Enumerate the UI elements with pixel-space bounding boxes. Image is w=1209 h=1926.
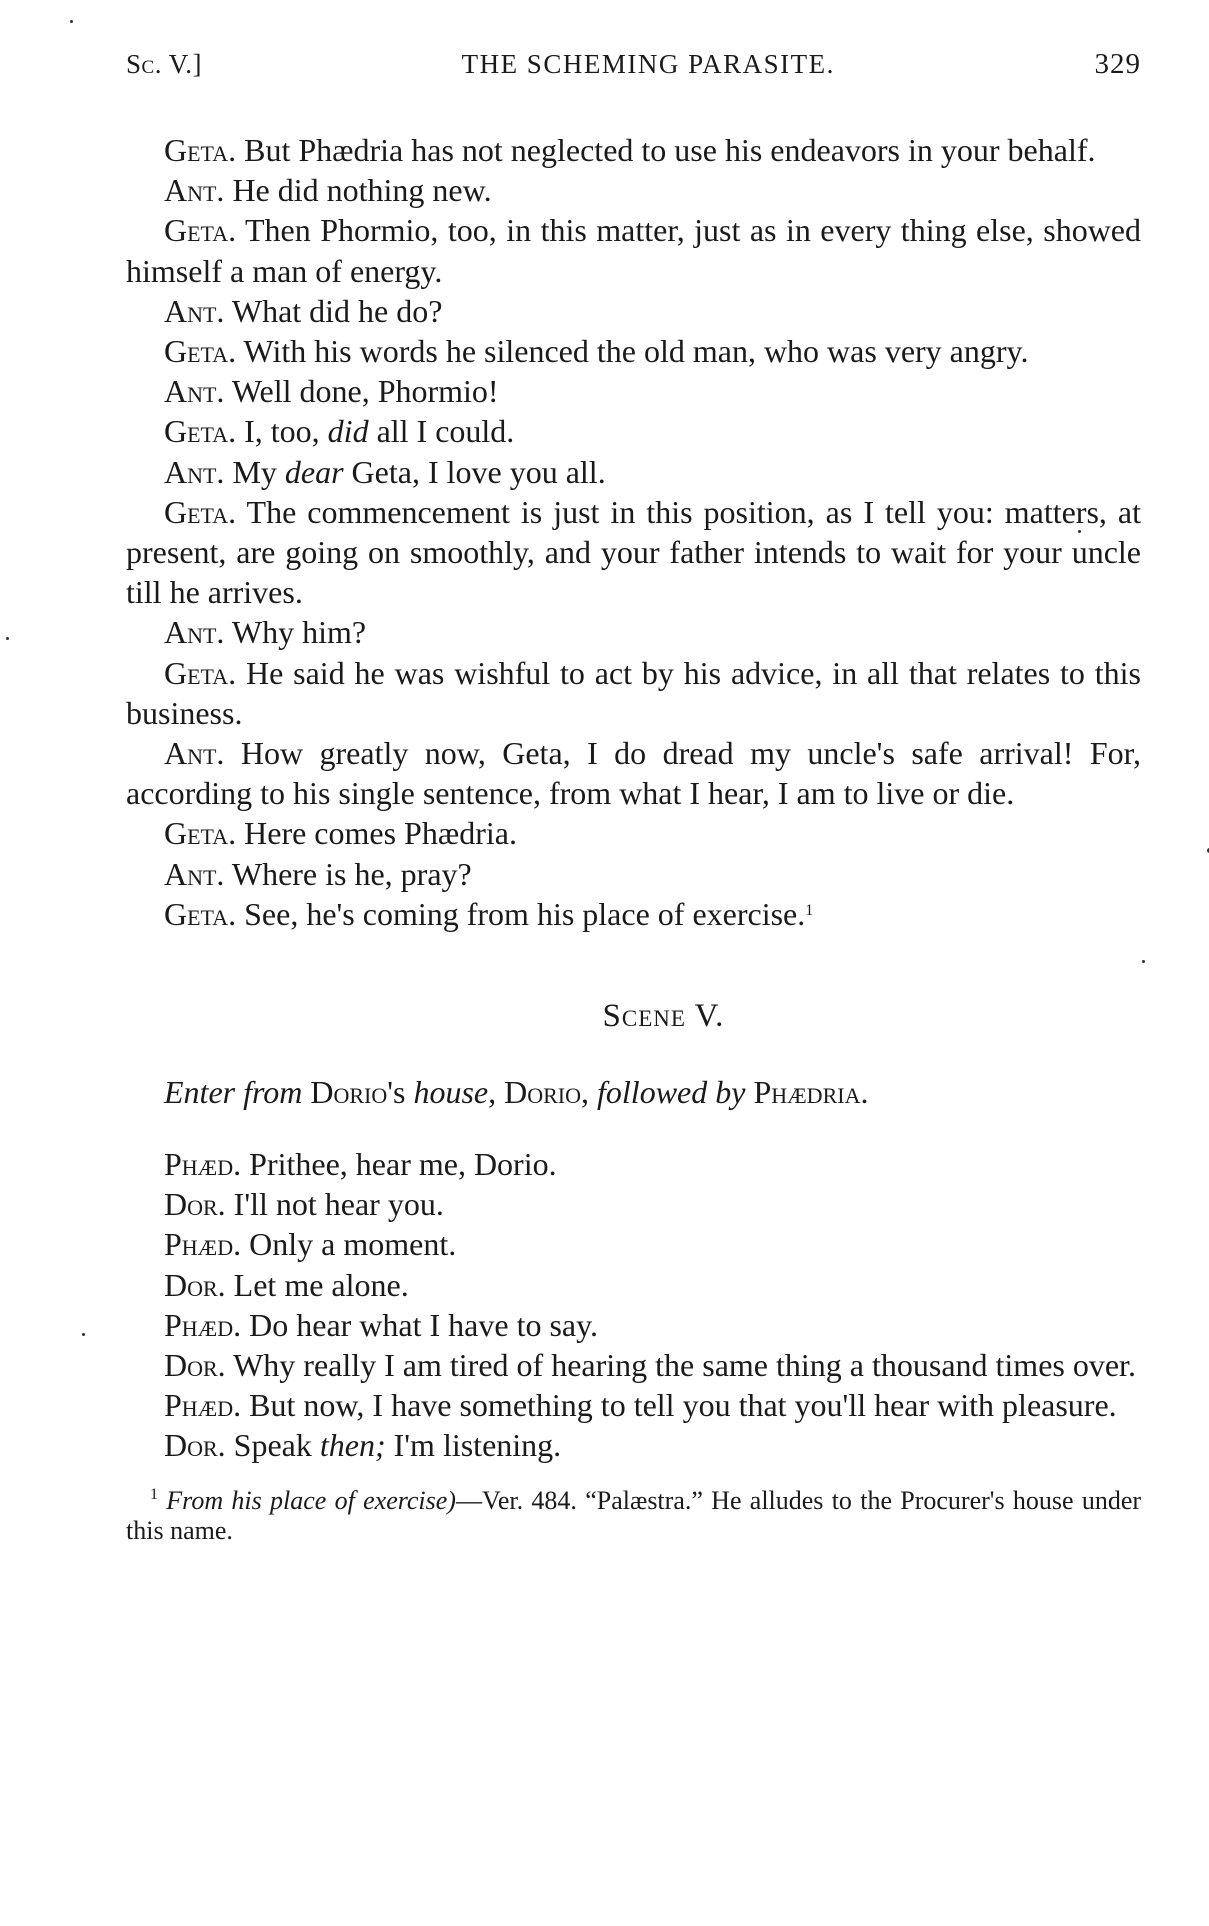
speaker-label: Geta. — [164, 654, 237, 691]
dialogue-block — [126, 130, 1141, 934]
speaker-label: Geta. — [164, 493, 237, 530]
dialogue-line — [126, 411, 1141, 451]
speech-text: Well done, Phormio! — [231, 373, 499, 410]
book-page — [126, 48, 1141, 1546]
speech-text: Speak — [233, 1427, 320, 1464]
speaker-label: Phæd. — [164, 1387, 242, 1424]
scene-heading: Scene V. — [602, 998, 725, 1035]
speaker-label: Phæd. — [164, 1306, 242, 1343]
speech-text: I'll not hear you. — [233, 1186, 444, 1223]
dialogue-line — [126, 733, 1141, 813]
dialogue-line — [126, 452, 1141, 492]
emphasis-text: dear — [284, 453, 344, 490]
page-number: 329 — [1094, 48, 1141, 80]
speech-text: But Phædria has not neglected to use his endeavors in your behalf. — [244, 132, 1096, 168]
speaker-label: Ant. — [164, 614, 225, 651]
speaker-label: Geta. — [164, 895, 237, 932]
dialogue-line — [126, 1345, 1141, 1385]
dialogue-line — [126, 492, 1141, 613]
footnote-body: —Ver. 484. “Palæstra.” He alludes to the Procurer's house under this name. — [126, 1485, 1142, 1545]
speaker-label: Geta. — [164, 333, 237, 370]
speech-text: The commencement is just in this position, as I tell you: matters, at present, are going on smoothly, and your father intends to wait for your uncle till he arrives. — [126, 493, 1142, 611]
speech-text: I'm listening. — [385, 1427, 562, 1464]
speech-text: How greatly now, Geta, I do dread my uncle's safe arrival! For, according to his single sentence, from what I hear, I am to live or die. — [126, 735, 1142, 812]
dialogue-line — [126, 894, 1141, 934]
speech-text: Where is he, pray? — [231, 855, 472, 892]
dialogue-line — [126, 854, 1141, 894]
scan-speck — [6, 637, 9, 640]
speaker-label: Ant. — [164, 735, 225, 772]
footnote-lemma: From his place of exercise) — [166, 1485, 456, 1515]
scan-speck — [1142, 960, 1145, 963]
dialogue-line — [126, 1265, 1141, 1305]
speaker-label: Dor. — [164, 1347, 226, 1384]
speech-text: Do hear what I have to say. — [249, 1306, 599, 1343]
running-title: THE SCHEMING PARASITE. — [461, 49, 835, 79]
speaker-label: Ant. — [164, 855, 225, 892]
dialogue-line — [126, 612, 1141, 652]
dialogue-line — [126, 170, 1141, 210]
running-header — [126, 48, 1141, 94]
scan-speck — [1078, 530, 1081, 533]
dialogue-line — [126, 653, 1141, 733]
dialogue-line — [126, 210, 1141, 290]
stage-direction-text: Enter from — [164, 1074, 303, 1111]
speech-text: all I could. — [368, 413, 515, 450]
speaker-label: Ant. — [164, 453, 225, 490]
speaker-label: Geta. — [164, 815, 237, 852]
emphasis-text: did — [327, 413, 369, 450]
speaker-label: Geta. — [164, 212, 237, 249]
character-name: Phædria. — [753, 1074, 869, 1111]
section-reference: Sc. V.] — [126, 49, 202, 79]
dialogue-line — [126, 813, 1141, 853]
dialogue-line — [126, 331, 1141, 371]
speaker-label: Dor. — [164, 1186, 226, 1223]
speaker-label: Geta. — [164, 413, 237, 450]
speaker-label: Phæd. — [164, 1226, 242, 1263]
footnote-reference[interactable]: 1 — [805, 901, 814, 919]
speech-text: Prithee, hear me, Dorio. — [249, 1146, 557, 1183]
speech-text: What did he do? — [231, 292, 443, 329]
footnote-text — [126, 1486, 1141, 1546]
scan-speck — [70, 20, 73, 23]
speech-text: Let me alone. — [233, 1266, 409, 1303]
speech-text: But now, I have something to tell you that you'll hear with pleasure. — [249, 1387, 1117, 1424]
dialogue-line — [126, 1425, 1141, 1465]
possessive-mark: 's — [387, 1074, 406, 1111]
speaker-label: Dor. — [164, 1266, 226, 1303]
speech-text: Why him? — [231, 614, 367, 651]
speech-text: He did nothing new. — [232, 172, 492, 209]
speech-text: With his words he silenced the old man, who was very angry. — [243, 333, 1029, 370]
dialogue-line — [126, 1385, 1141, 1425]
dialogue-line — [126, 1184, 1141, 1224]
dialogue-line — [126, 1305, 1141, 1345]
dialogue-line — [126, 371, 1141, 411]
speech-text: Only a moment. — [249, 1226, 457, 1263]
dialogue-line — [126, 291, 1141, 331]
dialogue-line — [126, 130, 1141, 170]
stage-direction — [126, 1072, 1141, 1112]
speech-text: He said he was wishful to act by his advice, in all that relates to this business. — [126, 654, 1142, 731]
speech-text: Then Phormio, too, in this matter, just as in every thing else, showed himself a man of energy. — [126, 212, 1142, 289]
speech-text: My — [232, 453, 285, 490]
speaker-label: Dor. — [164, 1427, 226, 1464]
dialogue-line — [126, 1224, 1141, 1264]
character-name: Dorio — [310, 1074, 388, 1111]
scan-speck — [82, 1333, 85, 1336]
speaker-label: Ant. — [164, 172, 225, 209]
emphasis-text: then; — [319, 1427, 386, 1464]
stage-direction-text: house, — [413, 1074, 497, 1111]
speaker-label: Ant. — [164, 373, 225, 410]
footnote-marker: 1 — [150, 1485, 158, 1503]
speech-text: I, too, — [244, 413, 328, 450]
scene-dialogue-block — [126, 1144, 1141, 1466]
speech-text: Here comes Phædria. — [244, 815, 517, 852]
footnote — [126, 1486, 1141, 1546]
speech-text: Geta, I love you all. — [343, 453, 606, 490]
stage-direction-text: followed by — [597, 1074, 746, 1111]
speaker-label: Phæd. — [164, 1146, 242, 1183]
speaker-label: Ant. — [164, 292, 225, 329]
character-name: Dorio, — [504, 1074, 590, 1111]
speaker-label: Geta. — [164, 132, 237, 168]
dialogue-line — [126, 1144, 1141, 1184]
speech-text: Why really I am tired of hearing the same thing a thousand times over. — [233, 1347, 1136, 1384]
speech-text: See, he's coming from his place of exercise. — [244, 895, 806, 932]
